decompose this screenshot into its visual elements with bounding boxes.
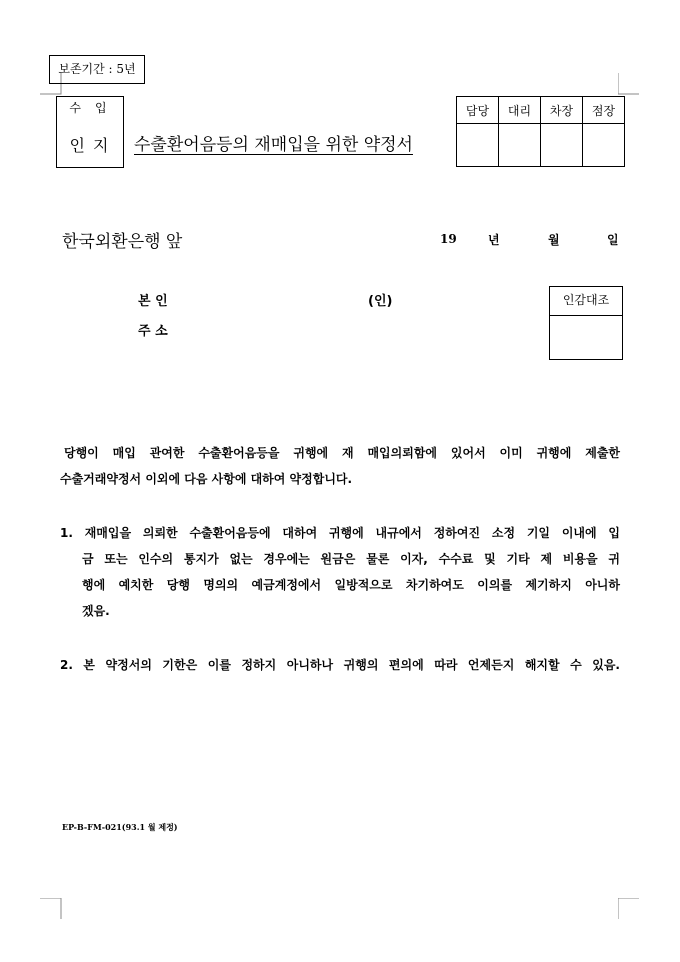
seal-verification-box [549, 286, 623, 360]
form-code: EP-B-FM-021(93.1 월 제정) [62, 822, 178, 832]
document-title: 수출환어음등의 재매입을 위한 약정서 [134, 135, 413, 155]
clause-1-line-3: 행에 예치한 당행 명의의 예금계정에서 일방적으로 차기하여도 이의를 제기하지 아니하 [82, 578, 620, 592]
seal-mark: (인) [368, 294, 393, 309]
clause-1-line-1: 1. 재매입을 의뢰한 수출환어음등에 대하여 귀행에 내규에서 정하여진 소정 기일 이내에 입 [60, 526, 620, 540]
corner-mark-top-right [618, 73, 640, 95]
intro-paragraph [60, 440, 620, 492]
clause-1-line-2: 금 또는 인수의 통지가 없는 경우에는 원금은 물론 이자, 수수료 및 기타 제 비용을 귀 [82, 552, 620, 566]
revenue-stamp-label-top: 수입 [69, 101, 121, 115]
intro-line-1: 당행이 매입 관여한 수출환어음등을 귀행에 재 매입의뢰함에 있어서 이미 귀행에 제출한 [64, 446, 620, 460]
approval-table [456, 96, 625, 167]
addressee: 한국외환은행 앞 [62, 232, 183, 252]
seal-verification-field[interactable] [550, 316, 622, 360]
seal-verification-label: 인감대조 [550, 287, 622, 316]
approval-sign-cell[interactable] [583, 124, 625, 167]
clause-2 [60, 652, 620, 678]
approval-header-deputy-manager: 차장 [541, 97, 583, 124]
address-label: 주 소 [138, 324, 168, 339]
principal-label: 본 인 [138, 294, 168, 309]
clause-1-line-4: 겠음. [82, 604, 110, 618]
retention-period-text: 보존기간 : 5년 [58, 62, 136, 76]
corner-mark-bottom-right [618, 898, 640, 920]
approval-sign-cell[interactable] [541, 124, 583, 167]
clause-1 [60, 520, 620, 624]
corner-mark-bottom-left [40, 898, 62, 920]
intro-line-2: 수출거래약정서 이외에 다음 사항에 대하여 약정합니다. [60, 472, 353, 486]
date-month-unit: 월 [548, 233, 560, 247]
approval-sign-cell[interactable] [499, 124, 541, 167]
revenue-stamp-label-bottom: 인지 [69, 136, 117, 155]
date-year-prefix: 19 [440, 232, 457, 246]
date-day-unit: 일 [607, 233, 619, 247]
approval-header-branch-manager: 점장 [583, 97, 625, 124]
date-year-unit: 년 [488, 233, 500, 247]
approval-header-assistant-manager: 대리 [499, 97, 541, 124]
approval-sign-cell[interactable] [457, 124, 499, 167]
clause-2-line-1: 2. 본 약정서의 기한은 이를 정하지 아니하나 귀행의 편의에 따라 언제든지 해지할 수 있음. [60, 658, 620, 672]
revenue-stamp-box [56, 96, 124, 168]
retention-period-box [49, 55, 145, 84]
approval-header-staff: 담당 [457, 97, 499, 124]
